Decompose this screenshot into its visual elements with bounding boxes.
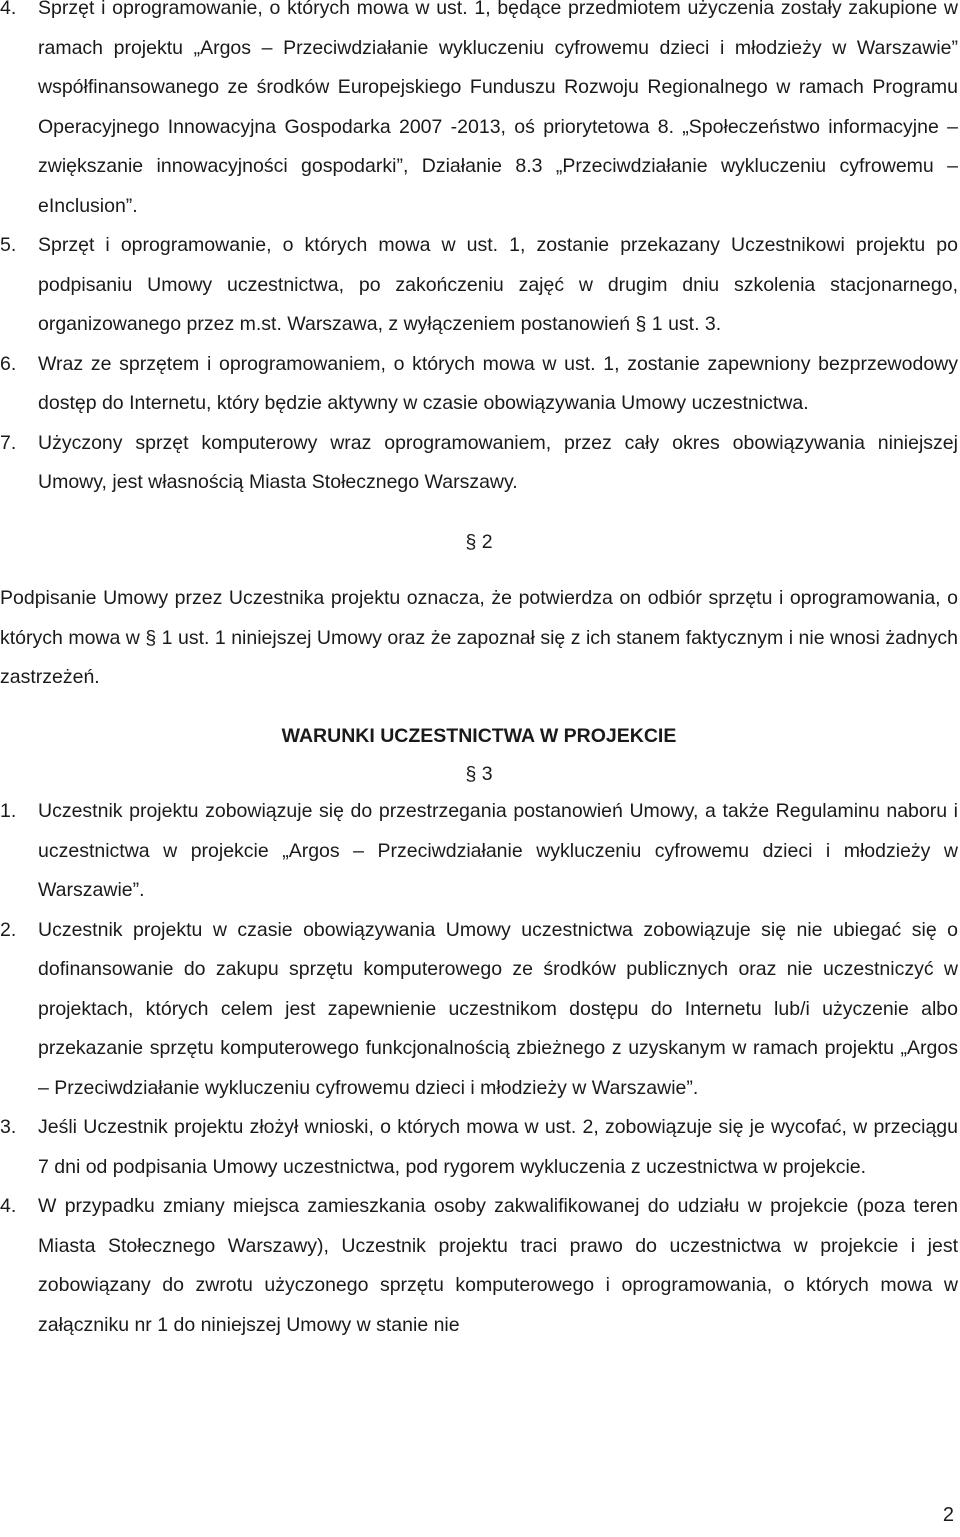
item-number: 7. — [0, 431, 17, 454]
item-text: Wraz ze sprzętem i oprogramowaniem, o których mowa w ust. 1, zostanie zapewniony bezprzewodowy dostęp do Internetu, który będzie aktywny w czasie obowiązywania Umowy uczestnictwa. — [38, 352, 958, 414]
list-item — [0, 345, 958, 424]
item-number: 1. — [0, 800, 17, 822]
item-text: Sprzęt i oprogramowanie, o których mowa w ust. 1, zostanie przekazany Uczestnikowi projektu po podpisaniu Umowy uczestnictwa, po zakończeniu zajęć w drugim dniu szkolenia stacjonarnego, organizowanego przez m.st. Warszawa, z wyłączeniem postanowień § 1 ust. 3. — [38, 234, 958, 335]
list-item — [0, 226, 958, 345]
list-item — [0, 1187, 958, 1345]
item-number: 3. — [0, 1116, 17, 1138]
section-number: § 2 — [465, 530, 493, 553]
item-number: 6. — [0, 352, 17, 375]
item-number: 4. — [0, 1195, 17, 1217]
item-number: 2. — [0, 918, 17, 941]
list-item — [0, 911, 958, 1109]
item-text: Sprzęt i oprogramowanie, o których mowa w ust. 1, będące przedmiotem użyczenia zostały zakupione w ramach projektu „Argos – Przeciwdziałanie wykluczeniu cyfrowemu dzieci i młodzieży w Warszawie” współfinansowanego ze środków Europejskiego Funduszu Rozwoju Regionalnego w ramach Programu Operacyjnego Innowacyjna Gospodarka 2007 -2013, oś priorytetowa 8. „Społeczeństwo informacyjne – zwiększanie innowacyjności gospodarki”, Działanie 8.3 „Przeciwdziałanie wykluczeniu cyfrowemu – eInclusion”. — [38, 0, 958, 217]
item-text: Uczestnik projektu w czasie obowiązywania Umowy uczestnictwa zobowiązuje się nie ubiegać się o dofinansowanie do zakupu sprzętu komputerowego ze środków publicznych oraz nie uczestniczyć w projektach, których celem jest zapewnienie uczestnikom dostępu do Internetu lub/i użyczenie albo przekazanie sprzętu komputerowego funkcjonalnością zbieżnego z uzyskanym w ramach projektu „Argos – Przeciwdziałanie wykluczeniu cyfrowemu dzieci i młodzieży w Warszawie”. — [38, 918, 958, 1099]
section-number: § 3 — [465, 763, 493, 785]
section-heading: WARUNKI UCZESTNICTWA W PROJEKCIE — [281, 724, 677, 747]
list-item — [0, 792, 958, 911]
item-text: Użyczony sprzęt komputerowy wraz oprogramowaniem, przez cały okres obowiązywania niniejszej Umowy, jest własnością Miasta Stołecznego Warszawy. — [38, 431, 958, 493]
item-number: 5. — [0, 234, 17, 256]
item-text: Jeśli Uczestnik projektu złożył wnioski, o których mowa w ust. 2, zobowiązuje się je wycofać, w przeciągu 7 dni od podpisania Umowy uczestnictwa, pod rygorem wykluczenia z uczestnictwa w projekcie. — [38, 1116, 958, 1178]
paragraph-text: Podpisanie Umowy przez Uczestnika projektu oznacza, że potwierdza on odbiór sprzętu i oprogramowania, o których mowa w § 1 ust. 1 niniejszej Umowy oraz że zapoznał się z ich stanem faktycznym i nie wnosi żadnych zastrzeżeń. — [0, 587, 958, 688]
list-item — [0, 424, 958, 503]
item-text: W przypadku zmiany miejsca zamieszkania osoby zakwalifikowanej do udziału w projekcie (poza teren Miasta Stołecznego Warszawy), Uczestnik projektu traci prawo do uczestnictwa w projekcie i jest zobowiązany do zwrotu użyczonego sprzętu komputerowego i oprogramowania, o których mowa w załączniku nr 1 do niniejszej Umowy w stanie nie — [38, 1195, 958, 1336]
list-item — [0, 1108, 958, 1187]
list-item — [0, 0, 958, 226]
item-text: Uczestnik projektu zobowiązuje się do przestrzegania postanowień Umowy, a także Regulaminu naboru i uczestnictwa w projekcie „Argos – Przeciwdziałanie wykluczeniu cyfrowemu dzieci i młodzieży w Warszawie”. — [38, 800, 958, 901]
page-number: 2 — [942, 1504, 954, 1526]
item-number: 4. — [0, 0, 17, 19]
